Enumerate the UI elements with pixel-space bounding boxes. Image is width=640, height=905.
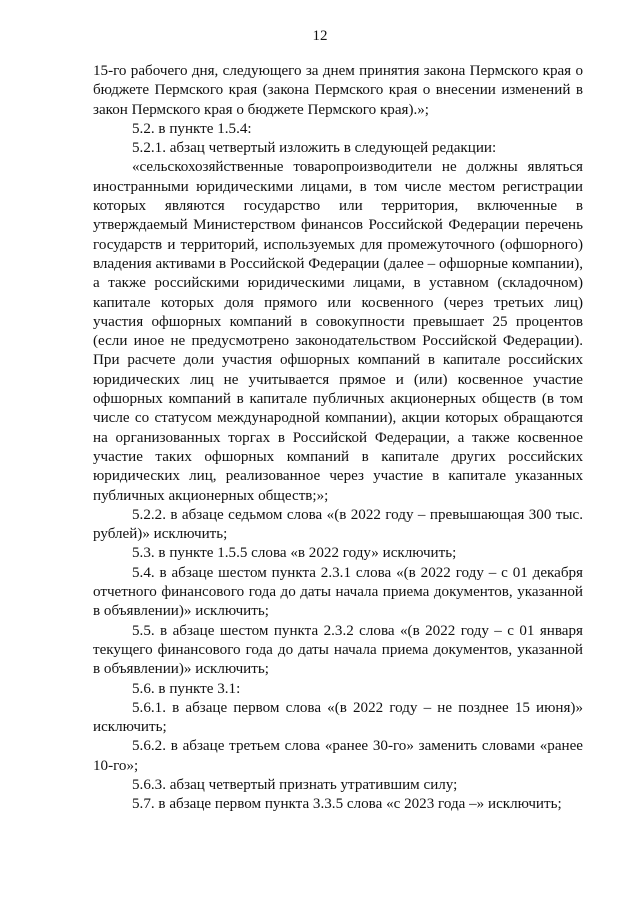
page-number: 12 xyxy=(312,28,328,44)
paragraph-5-2-1: 5.2.1. абзац четвертый изложить в следующей редакции: xyxy=(132,140,497,157)
paragraph-5-6-3: 5.6.3. абзац четвертый признать утратившим силу; xyxy=(132,776,458,793)
document-body xyxy=(93,62,583,815)
paragraph-5-2: 5.2. в пункте 1.5.4: xyxy=(132,120,252,137)
paragraph-5-7: 5.7. в абзаце первом пункта 3.3.5 слова «с 2023 года –» исключить; xyxy=(132,796,562,813)
paragraph-5-4: 5.4. в абзаце шестом пункта 2.3.1 слова «(в 2022 году – с 01 декабря отчетного финансового года до даты начала приема документов, указанной в объявлении)» исключить; xyxy=(93,564,583,620)
paragraph-5-2-2: 5.2.2. в абзаце седьмом слова «(в 2022 году – превышающая 300 тыс. рублей)» исключить; xyxy=(93,506,583,543)
paragraph-5-6-1: 5.6.1. в абзаце первом слова «(в 2022 году – не позднее 15 июня)» исключить; xyxy=(93,699,583,736)
paragraph-5-3: 5.3. в пункте 1.5.5 слова «в 2022 году» исключить; xyxy=(132,545,457,562)
paragraph-5-6: 5.6. в пункте 3.1: xyxy=(132,680,241,697)
paragraph-5-5: 5.5. в абзаце шестом пункта 2.3.2 слова «(в 2022 году – с 01 января текущего финансового года до даты начала приема документов, указанной в объявлении)» исключить; xyxy=(93,622,583,678)
paragraph-continuation: 15-го рабочего дня, следующего за днем принятия закона Пермского края о бюджете Пермского края (закона Пермского края о внесении изменений в закон Пермского края о бюджете Пермского края).»; xyxy=(93,63,583,118)
paragraph-quoted-text: «сельскохозяйственные товаропроизводители не должны являться иностранными юридическими лицами, в том числе местом регистрации которых являются государство или территория, включенные в утверждаемый Министерством финансов Российской Федерации перечень государств и территорий, используемых для промежуточного (офшорного) владения активами в Российской Федерации (далее – офшорные компании), а также российскими юридическими лицами, в уставном (складочном) капитале которых доля прямого или косвенного (через третьих лиц) участия офшорных компаний в совокупности превышает 25 процентов (если иное не предусмотрено законодательством Российской Федерации). При расчете доли участия офшорных компаний в капитале российских юридических лиц не учитывается прямое и (или) косвенное участие офшорных компаний в капитале публичных акционерных обществ (в том числе со статусом международной компании), акции которых обращаются на организованных торгах в Российской Федерации, а также косвенное участие таких офшорных компаний в капитале других российских юридических лиц, реализованное через участие в капитале указанных публичных акционерных обществ;»; xyxy=(93,159,583,504)
paragraph-5-6-2: 5.6.2. в абзаце третьем слова «ранее 30-го» заменить словами «ранее 10-го»; xyxy=(93,738,583,774)
